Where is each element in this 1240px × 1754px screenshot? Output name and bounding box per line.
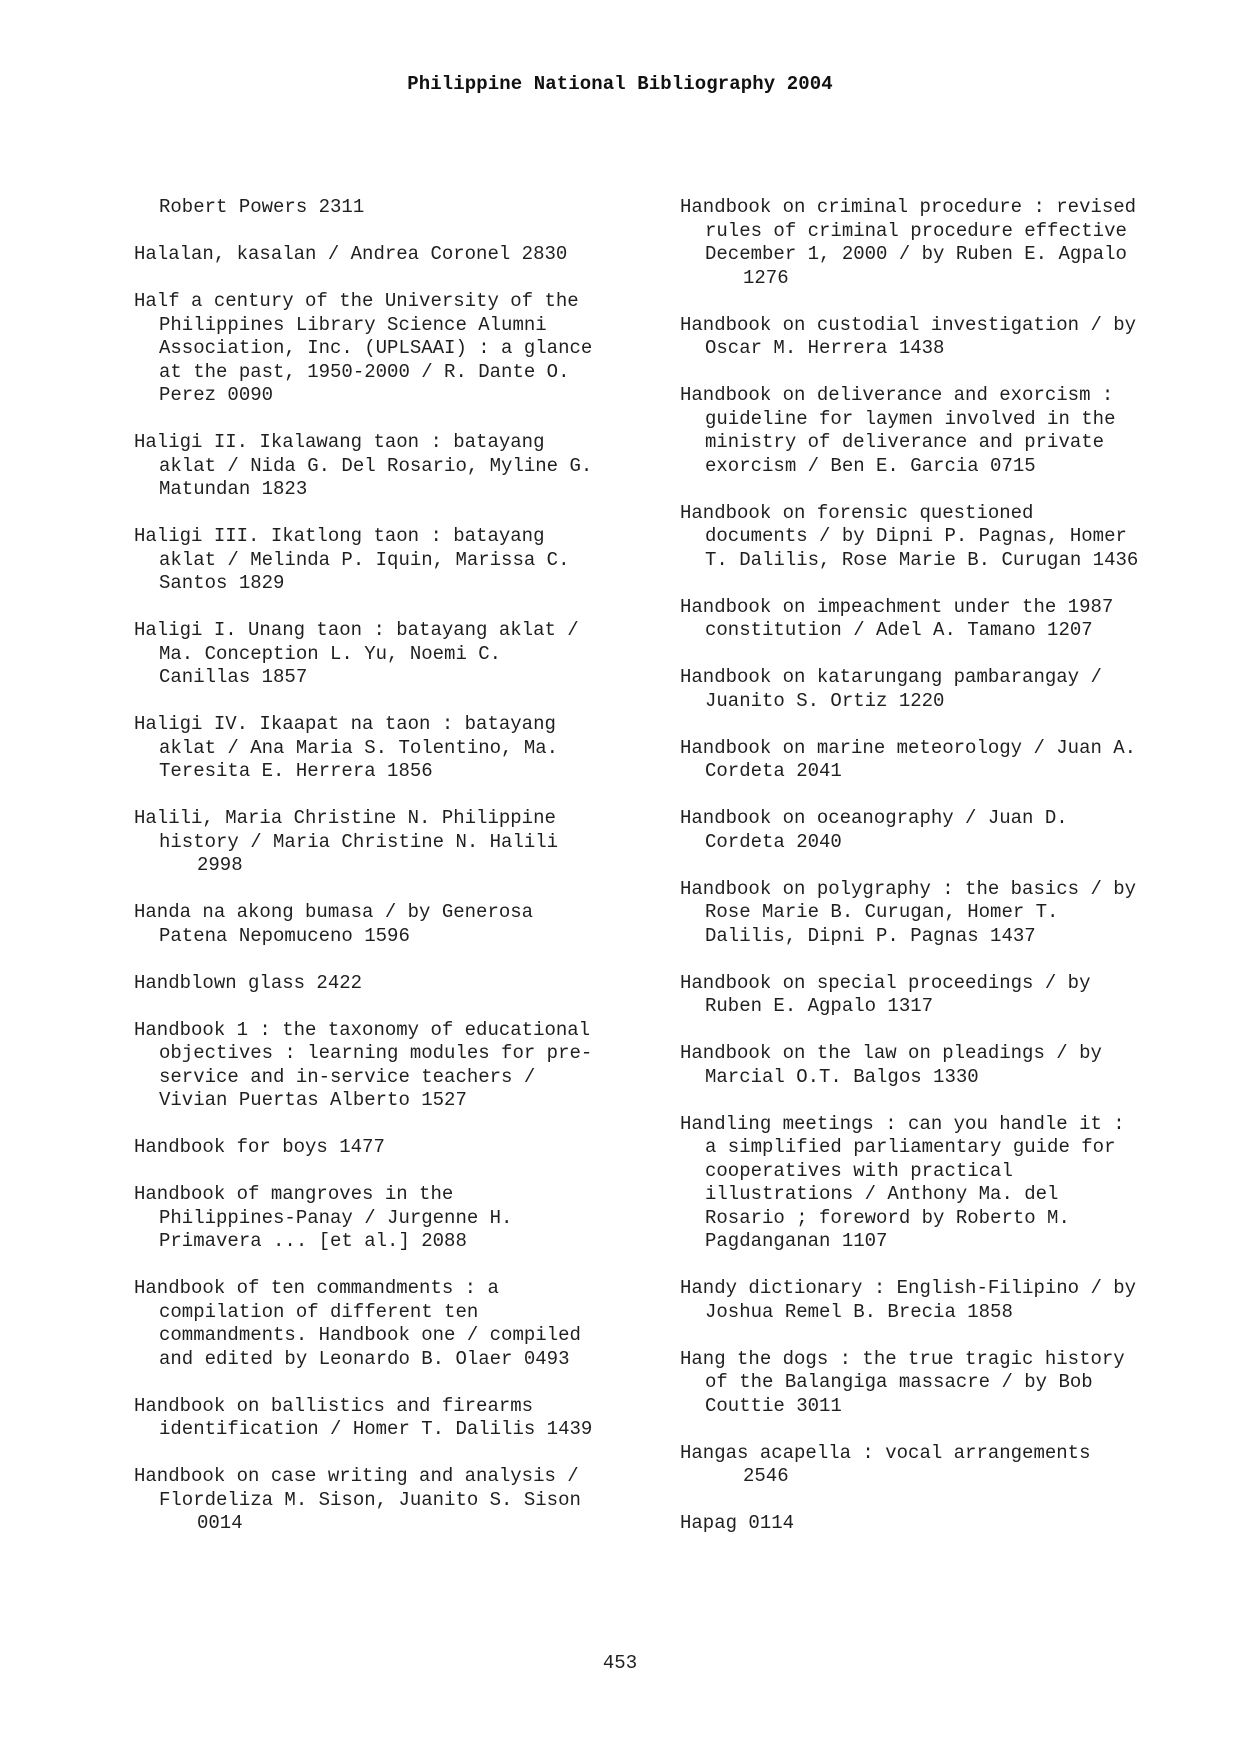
page-title: Philippine National Bibliography 2004 [407, 73, 833, 95]
bibliography-entry [134, 196, 679, 220]
entry-line: Handblown glass 2422 [134, 971, 363, 994]
bibliography-entry [680, 196, 1200, 290]
entry-line: Santos 1829 [159, 572, 285, 594]
entry-spacer [134, 408, 679, 432]
entry-line: Cordeta 2040 [705, 830, 842, 853]
entry-line: Hapag 0114 [680, 1512, 795, 1534]
entry-line: Handbook on ballistics and firearms [134, 1394, 534, 1417]
bibliography-entry [134, 619, 679, 690]
entry-line: 1276 [743, 266, 789, 289]
entry-line: cooperatives with practical [705, 1159, 1013, 1182]
entry-line: Canillas 1857 [159, 666, 308, 688]
entry-line: guideline for laymen involved in the [705, 407, 1116, 430]
page-number: 453 [602, 1652, 638, 1674]
entry-line: Hangas acapella : vocal arrangements [680, 1441, 1091, 1464]
entry-line: Primavera ... [et al.] 2088 [159, 1230, 467, 1252]
bibliography-entry [134, 901, 679, 948]
entry-line: objectives : learning modules for pre- [159, 1042, 593, 1064]
entry-spacer [680, 1418, 1200, 1442]
entry-spacer [134, 995, 679, 1019]
entry-line: Haligi III. Ikatlong taon : batayang [134, 525, 545, 547]
bibliography-entry [134, 807, 679, 878]
entry-spacer [680, 1489, 1200, 1513]
entry-line: documents / by Dipni P. Pagnas, Homer [705, 525, 1127, 547]
entry-line: Haligi II. Ikalawang taon : batayang [134, 431, 545, 453]
entry-line: T. Dalilis, Rose Marie B. Curugan 1436 [705, 548, 1139, 571]
entry-line: rules of criminal procedure effective [705, 219, 1127, 242]
bibliography-entry [680, 737, 1200, 784]
entry-line: Robert Powers 2311 [159, 196, 365, 218]
entry-line: Halalan, kasalan / Andrea Coronel 2830 [134, 243, 568, 265]
entry-line: aklat / Ana Maria S. Tolentino, Ma. [159, 736, 559, 759]
right-column [680, 196, 1200, 1536]
bibliography-entry [134, 431, 679, 502]
entry-line: Philippines-Panay / Jurgenne H. [159, 1206, 513, 1229]
bibliography-entry [680, 666, 1200, 713]
entry-spacer [680, 1324, 1200, 1348]
entry-line: Handy dictionary : English-Filipino / by [680, 1277, 1137, 1299]
entry-line: Rose Marie B. Curugan, Homer T. [705, 901, 1059, 923]
entry-line: of the Balangiga massacre / by Bob [705, 1371, 1093, 1393]
entry-spacer [680, 572, 1200, 596]
entry-spacer [134, 1442, 679, 1466]
entry-spacer [134, 1254, 679, 1278]
entry-spacer [134, 1371, 679, 1395]
bibliography-entry [134, 1277, 679, 1371]
entry-line: Handbook on katarungang pambarangay / [680, 666, 1102, 688]
entry-line: Handling meetings : can you handle it : [680, 1112, 1125, 1135]
entry-spacer [680, 854, 1200, 878]
entry-line: Handbook on forensic questioned [680, 501, 1034, 524]
entry-line: Hang the dogs : the true tragic history [680, 1347, 1125, 1370]
entry-spacer [680, 643, 1200, 667]
entry-line: Handbook 1 : the taxonomy of educational [134, 1018, 591, 1041]
entry-line: Couttie 3011 [705, 1394, 842, 1417]
entry-line: history / Maria Christine N. Halili [159, 830, 559, 853]
entry-line: Handbook on case writing and analysis / [134, 1465, 579, 1487]
entry-line: service and in-service teachers / [159, 1065, 536, 1088]
bibliography-entry [680, 1348, 1200, 1419]
entry-line: Handbook on criminal procedure : revised [680, 196, 1137, 218]
bibliography-entry [680, 807, 1200, 854]
bibliography-entry [134, 243, 679, 267]
entry-line: Marcial O.T. Balgos 1330 [705, 1065, 979, 1088]
entry-line: Ma. Conception L. Yu, Noemi C. [159, 642, 502, 665]
entry-line: Perez 0090 [159, 384, 274, 406]
entry-spacer [680, 1089, 1200, 1113]
entry-line: Handbook of ten commandments : a [134, 1277, 499, 1299]
entry-line: a simplified parliamentary guide for [705, 1136, 1116, 1158]
bibliography-entry [134, 1136, 679, 1160]
entry-line: 2546 [743, 1465, 789, 1487]
entry-spacer [680, 478, 1200, 502]
entry-line: exorcism / Ben E. Garcia 0715 [705, 454, 1036, 477]
entry-spacer [134, 948, 679, 972]
entry-line: ministry of deliverance and private [705, 431, 1105, 453]
entry-line: Handbook of mangroves in the [134, 1183, 454, 1205]
entry-line: Patena Nepomuceno 1596 [159, 924, 410, 947]
entry-line: illustrations / Anthony Ma. del [705, 1183, 1059, 1205]
entry-line: Matundan 1823 [159, 478, 308, 500]
entry-line: Oscar M. Herrera 1438 [705, 337, 945, 359]
entry-line: identification / Homer T. Dalilis 1439 [159, 1418, 593, 1440]
entry-line: Handbook on custodial investigation / by [680, 313, 1137, 336]
entry-line: Vivian Puertas Alberto 1527 [159, 1089, 467, 1111]
bibliography-entry [680, 502, 1200, 573]
entry-line: Handbook on oceanography / Juan D. [680, 807, 1068, 829]
entry-line: Philippines Library Science Alumni [159, 313, 547, 336]
entry-spacer [680, 1254, 1200, 1278]
entry-line: commandments. Handbook one / compiled [159, 1324, 581, 1346]
entry-spacer [680, 713, 1200, 737]
entry-line: Dalilis, Dipni P. Pagnas 1437 [705, 924, 1036, 947]
entry-line: Cordeta 2041 [705, 760, 842, 782]
bibliography-entry [134, 290, 679, 408]
entry-line: constitution / Adel A. Tamano 1207 [705, 619, 1093, 641]
bibliography-entry [134, 1465, 679, 1536]
entry-line: December 1, 2000 / by Ruben E. Agpalo [705, 243, 1127, 265]
bibliography-entry [134, 713, 679, 784]
entry-line: Handbook for boys 1477 [134, 1136, 385, 1158]
bibliography-entry [680, 384, 1200, 478]
entry-spacer [680, 784, 1200, 808]
entry-spacer [134, 1113, 679, 1137]
entry-line: Ruben E. Agpalo 1317 [705, 995, 934, 1017]
entry-spacer [134, 267, 679, 291]
bibliography-entry [134, 1019, 679, 1113]
entry-line: and edited by Leonardo B. Olaer 0493 [159, 1347, 570, 1370]
entry-spacer [134, 784, 679, 808]
entry-line: Haligi IV. Ikaapat na taon : batayang [134, 713, 556, 735]
entry-line: Haligi I. Unang taon : batayang aklat / [134, 619, 579, 641]
entry-line: Handa na akong bumasa / by Generosa [134, 901, 534, 923]
entry-line: 0014 [197, 1512, 243, 1534]
bibliography-entry [680, 1042, 1200, 1089]
entry-line: compilation of different ten [159, 1300, 479, 1323]
entry-line: Handbook on marine meteorology / Juan A. [680, 736, 1137, 759]
bibliography-entry [680, 972, 1200, 1019]
bibliography-entry [134, 1183, 679, 1254]
entry-line: Handbook on deliverance and exorcism : [680, 384, 1114, 406]
left-column [134, 196, 679, 1536]
bibliography-entry [680, 1113, 1200, 1254]
entry-line: aklat / Melinda P. Iquin, Marissa C. [159, 548, 570, 571]
entry-line: Pagdanganan 1107 [705, 1230, 888, 1252]
entry-spacer [680, 361, 1200, 385]
entry-line: Handbook on special proceedings / by [680, 971, 1091, 994]
entry-spacer [680, 290, 1200, 314]
bibliography-entry [680, 1442, 1200, 1489]
bibliography-entry [680, 878, 1200, 949]
entry-line: Flordeliza M. Sison, Juanito S. Sison [159, 1488, 581, 1511]
entry-line: Handbook on polygraphy : the basics / by [680, 877, 1137, 900]
entry-line: Teresita E. Herrera 1856 [159, 760, 433, 782]
bibliography-entry [134, 1395, 679, 1442]
entry-line: Joshua Remel B. Brecia 1858 [705, 1300, 1013, 1323]
bibliography-entry [134, 525, 679, 596]
entry-line: Rosario ; foreword by Roberto M. [705, 1206, 1070, 1229]
entry-spacer [680, 1019, 1200, 1043]
entry-spacer [134, 220, 679, 244]
bibliography-entry [680, 1512, 1200, 1536]
entry-spacer [134, 690, 679, 714]
bibliography-entry [134, 972, 679, 996]
bibliography-entry [680, 596, 1200, 643]
entry-line: Handbook on impeachment under the 1987 [680, 595, 1114, 618]
entry-spacer [134, 878, 679, 902]
entry-spacer [134, 1160, 679, 1184]
entry-spacer [134, 502, 679, 526]
entry-spacer [680, 948, 1200, 972]
bibliography-entry [680, 1277, 1200, 1324]
entry-line: aklat / Nida G. Del Rosario, Myline G. [159, 454, 593, 477]
entry-line: at the past, 1950-2000 / R. Dante O. [159, 360, 570, 383]
entry-spacer [134, 596, 679, 620]
entry-line: Halili, Maria Christine N. Philippine [134, 807, 556, 829]
entry-line: Half a century of the University of the [134, 290, 579, 312]
entry-line: Juanito S. Ortiz 1220 [705, 689, 945, 712]
entry-line: Association, Inc. (UPLSAAI) : a glance [159, 337, 593, 359]
bibliography-entry [680, 314, 1200, 361]
entry-line: 2998 [197, 854, 243, 876]
entry-line: Handbook on the law on pleadings / by [680, 1042, 1102, 1064]
